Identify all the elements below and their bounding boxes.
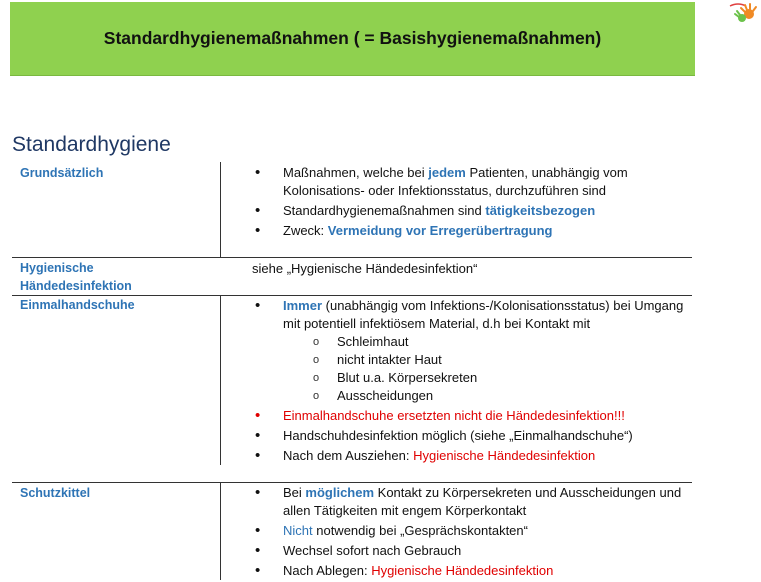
list-item-warning: • Einmalhandschuhe ersetzten nicht die Händedesinfektion!!! bbox=[255, 407, 695, 425]
sub-list-item: o Schleimhaut bbox=[313, 333, 695, 351]
row-content-haendedesinfektion: siehe „Hygienische Händedesinfektion“ bbox=[252, 261, 478, 276]
row-label-schutzkittel: Schutzkittel bbox=[20, 486, 91, 500]
row-content-grundsaetzlich bbox=[255, 164, 695, 242]
list-item: • Zweck: Vermeidung vor Erregerübertragung bbox=[255, 222, 695, 240]
list-item: • Maßnahmen, welche bei jedem Patienten, unabhängig vom Kolonisations- oder Infektionsstatus, durchzuführen sind bbox=[255, 164, 695, 200]
row-label-grundsaetzlich: Grundsätzlich bbox=[20, 166, 104, 180]
list-item: • Nicht notwendig bei „Gesprächskontakten“ bbox=[255, 522, 695, 540]
list-item: • Handschuhdesinfektion möglich (siehe „Einmalhandschuhe“) bbox=[255, 427, 695, 445]
list-item: • Standardhygienemaßnahmen sind tätigkeitsbezogen bbox=[255, 202, 695, 220]
row-separator bbox=[12, 482, 692, 483]
list-item: • Immer (unabhängig vom Infektions-/Kolonisationsstatus) bei Umgang mit potentiell infektiösem Material, d.h bei Kontakt mit o Schleimhaut o nicht intakter Haut o Blut u.a. Körpersekreten o Ausscheidungen bbox=[255, 297, 695, 405]
sub-list-item: o nicht intakter Haut bbox=[313, 351, 695, 369]
list-item: • Wechsel sofort nach Gebrauch bbox=[255, 542, 695, 560]
sub-list-item: o Ausscheidungen bbox=[313, 387, 695, 405]
table-divider bbox=[220, 295, 221, 465]
row-label-einmalhandschuhe: Einmalhandschuhe bbox=[20, 298, 135, 312]
section-title: Standardhygiene bbox=[12, 133, 171, 156]
row-content-einmalhandschuhe bbox=[255, 297, 695, 467]
table-divider bbox=[220, 162, 221, 257]
row-separator bbox=[12, 257, 692, 258]
table-divider bbox=[220, 482, 221, 580]
list-item: • Bei möglichem Kontakt zu Körpersekreten und Ausscheidungen und allen Tätigkeiten mit engem Körperkontakt bbox=[255, 484, 695, 520]
header-banner bbox=[10, 2, 695, 76]
hands-logo-icon bbox=[728, 0, 761, 26]
row-content-schutzkittel bbox=[255, 484, 695, 582]
row-label-haendedesinfektion: Hygienische Händedesinfektion bbox=[20, 261, 132, 293]
list-item: • Nach Ablegen: Hygienische Händedesinfektion bbox=[255, 562, 695, 580]
list-item: • Nach dem Ausziehen: Hygienische Händedesinfektion bbox=[255, 447, 695, 465]
sub-list-item: o Blut u.a. Körpersekreten bbox=[313, 369, 695, 387]
page-title: Standardhygienemaßnahmen ( = Basishygienemaßnahmen) bbox=[103, 28, 602, 48]
